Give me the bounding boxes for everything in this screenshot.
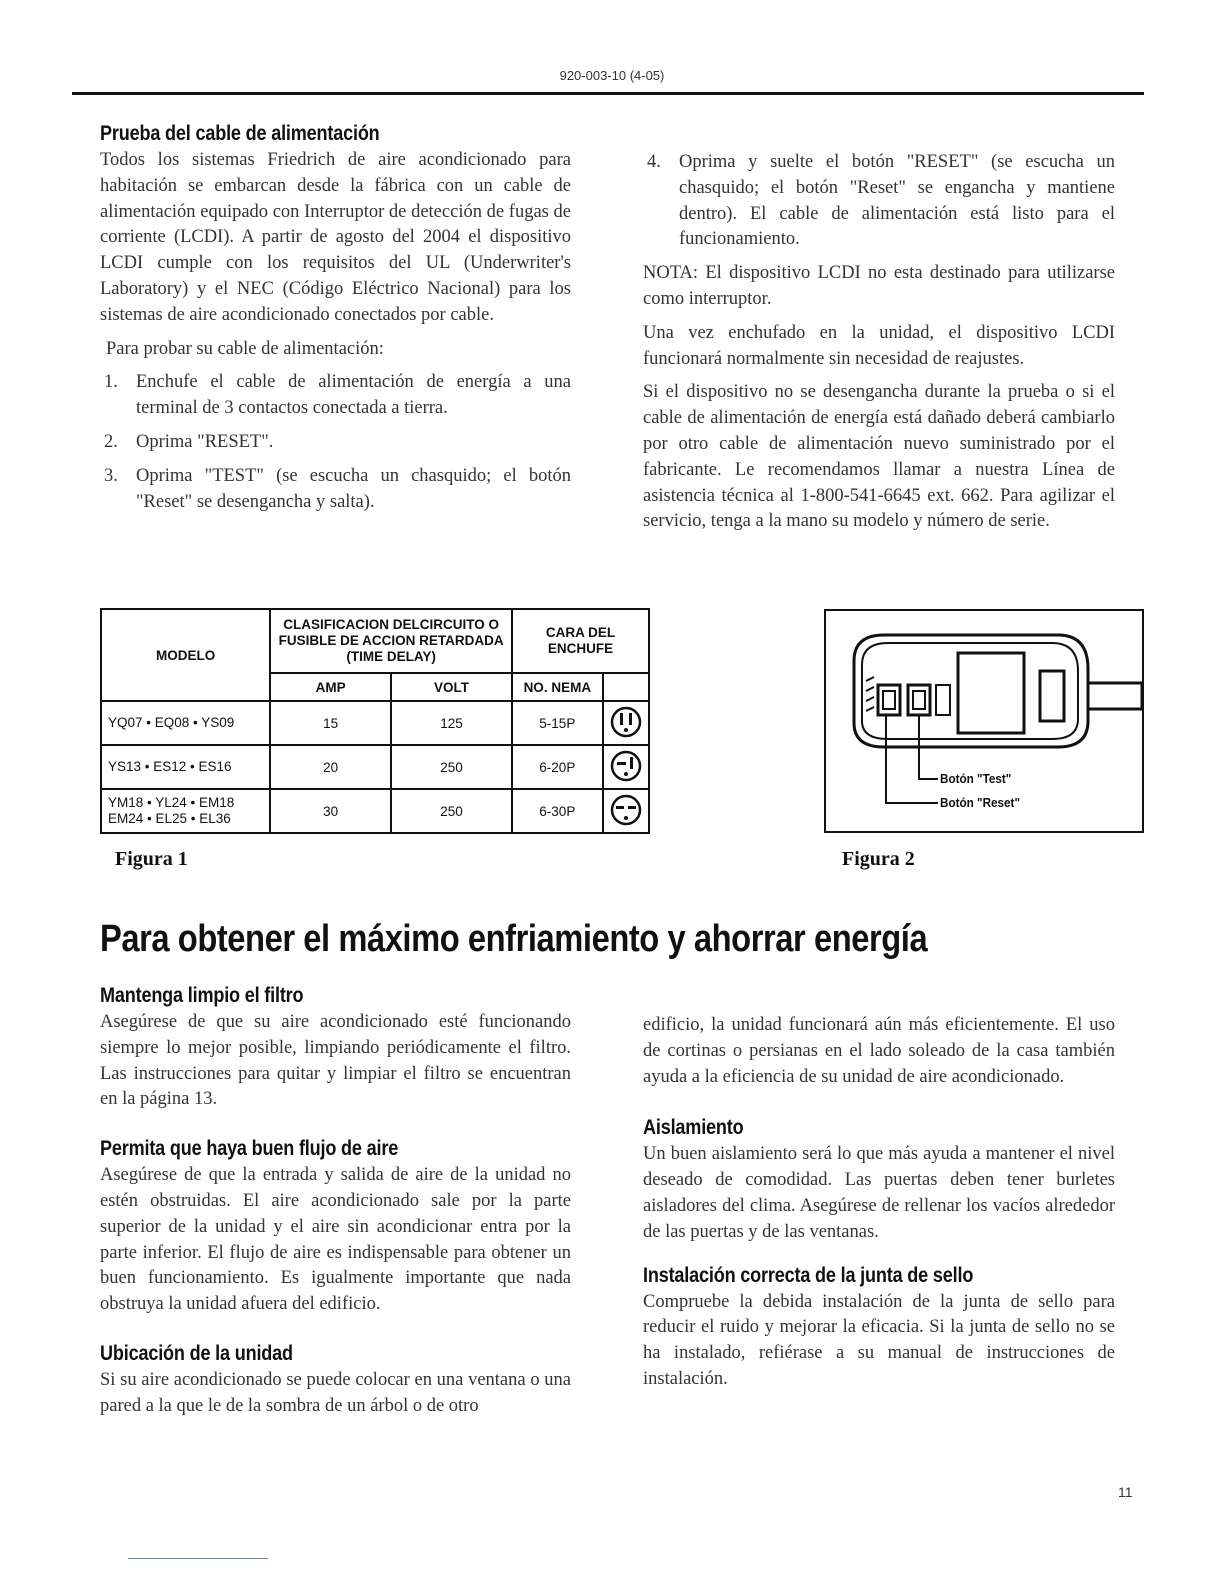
list-item <box>643 150 1115 253</box>
header-volt: VOLT <box>391 673 512 701</box>
location-paragraph-continued: edificio, la unidad funcionará aún más eficientemente. El uso de cortinas o persianas en el lado soleado de la casa también ayuda a la eficiencia de su unidad de aire acondicionado. <box>643 1015 1115 1087</box>
list-text: Oprima "TEST" (se escucha un chasquido; el botón "Reset" se desengancha y salta). <box>136 465 571 512</box>
list-text: Enchufe el cable de alimentación de energía a una terminal de 3 contactos conectada a tierra. <box>136 372 571 419</box>
cell-nema: 6-30P <box>512 789 603 833</box>
airflow-paragraph: Asegúrese de que la entrada y salida de aire de la unidad no estén obstruidas. El aire acondicionado sale por la parte superior de la unidad y el aire sin acondicionar entra por la parte inferior. El flujo de aire es indispensable para obtener un buen funcionamiento. Es igualmente importante que nada obstruya la unidad afuera del edificio. <box>100 1165 571 1315</box>
max-cooling-left-column <box>100 984 571 1420</box>
spec-table <box>100 608 650 834</box>
list-text: Oprima y suelte el botón "RESET" (se escucha un chasquido; el botón "Reset" se engancha y mantiene dentro). El cable de alimentación está listo para el funcionamiento. <box>679 152 1115 250</box>
section-heading-seal: Instalación correcta de la junta de sello <box>643 1263 974 1287</box>
header-face-blank <box>603 673 649 701</box>
cell-plug-face <box>603 701 649 745</box>
cell-volt: 125 <box>391 701 512 745</box>
power-cord-intro: Todos los sistemas Friedrich de aire acondicionado para habitación se embarcan desde la fábrica con un cable de alimentación equipado con Interruptor de detección de fugas de corriente (LCDI). A partir de agosto del 2004 el dispositivo LCDI cumple con los requisitos del UL (Underwriter's Laboratory) y el NEC (Código Eléctrico Nacional) para los sistemas de aire acondicionado conectados por cable. <box>100 150 571 325</box>
list-text: Oprima "RESET". <box>136 431 274 452</box>
header-face: CARA DEL ENCHUFE <box>512 609 649 673</box>
header-model: MODELO <box>101 609 270 701</box>
figure-2-caption: Figura 2 <box>842 848 915 870</box>
cell-amp: 30 <box>270 789 391 833</box>
plug-6-30p-icon <box>609 793 643 827</box>
power-cord-section <box>100 122 571 515</box>
cell-model: YS13 • ES12 • ES16 <box>101 745 270 789</box>
document-code: 920-003-10 (4-05) <box>559 68 665 83</box>
page-title: Para obtener el máximo enfriamiento y ahorrar energía <box>100 918 928 960</box>
label-test-button: Botón "Test" <box>940 771 1012 786</box>
cell-plug-face <box>603 745 649 789</box>
figure-2-box <box>824 609 1144 833</box>
seal-paragraph: Compruebe la debida instalación de la junta de sello para reducir el ruido y mejorar la eficacia. Si la junta de sello no se ha instalado, refiérase a su manual de instrucciones de instalación. <box>643 1291 1115 1389</box>
plug-5-15p-icon <box>609 705 643 739</box>
table-row <box>101 701 649 745</box>
list-item <box>100 464 571 516</box>
page-number: 11 <box>1118 1484 1133 1500</box>
cell-model: YQ07 • EQ08 • YS09 <box>101 701 270 745</box>
label-reset-button: Botón "Reset" <box>940 795 1021 810</box>
cell-amp: 15 <box>270 701 391 745</box>
failure-paragraph: Si el dispositivo no se desengancha durante la prueba o si el cable de alimentación de energía está dañado deberá cambiarlo por otro cable de alimentación nuevo suministrado por el fabricante. Le recomendamos llamar a nuestra Línea de asistencia técnica al 1-800-541-6645 ext. 662. Para agilizar el servicio, tenga a la mano su modelo y número de serie. <box>643 382 1115 532</box>
insulation-paragraph: Un buen aislamiento será lo que más ayuda a mantener el nivel deseado de comodidad. Las puertas deben tener burletes aisladores del clima. Asegúrese de rellenar los vacíos alrededor de las puertas y de las ventanas. <box>643 1144 1115 1242</box>
cell-nema: 5-15P <box>512 701 603 745</box>
max-cooling-right-column <box>643 1013 1115 1393</box>
section-heading-filter: Mantenga limpio el filtro <box>100 984 304 1007</box>
list-number: 3. <box>104 465 118 486</box>
header-nema: NO. NEMA <box>512 673 603 701</box>
list-item <box>100 430 571 456</box>
footer-rule <box>128 1558 268 1559</box>
list-item <box>100 370 571 422</box>
section-heading-airflow: Permita que haya buen flujo de aire <box>100 1137 399 1161</box>
header-amp: AMP <box>270 673 391 701</box>
cell-nema: 6-20P <box>512 745 603 789</box>
table-header-row <box>101 609 649 673</box>
plugged-paragraph: Una vez enchufado en la unidad, el dispositivo LCDI funcionará normalmente sin necesidad de reajustes. <box>643 322 1115 369</box>
cell-plug-face <box>603 789 649 833</box>
location-paragraph: Si su aire acondicionado se puede colocar en una ventana o una pared a la que le de la sombra de un árbol o de otro <box>100 1369 571 1416</box>
cell-amp: 20 <box>270 745 391 789</box>
header-rule <box>72 92 1144 95</box>
figure-1-caption: Figura 1 <box>115 848 188 870</box>
list-number: 1. <box>104 372 118 393</box>
cell-model: YM18 • YL24 • EM18 EM24 • EL25 • EL36 <box>101 789 270 833</box>
list-number: 2. <box>104 431 118 452</box>
header-rating: CLASIFICACION DELCIRCUITO O FUSIBLE DE ACCION RETARDADA (TIME DELAY) <box>270 609 512 673</box>
list-number: 4. <box>647 152 661 172</box>
section-heading-insulation: Aislamiento <box>643 1116 744 1140</box>
table-row <box>101 789 649 833</box>
section-heading-location: Ubicación de la unidad <box>100 1341 293 1365</box>
cell-volt: 250 <box>391 789 512 833</box>
cell-volt: 250 <box>391 745 512 789</box>
section-heading-power-cord: Prueba del cable de alimentación <box>100 122 380 145</box>
table-row <box>101 745 649 789</box>
filter-paragraph: Asegúrese de que su aire acondicionado esté funcionando siempre lo mejor posible, limpiando periódicamente el filtro. Las instrucciones para quitar y limpiar el filtro se encuentran en la página 13. <box>100 1012 571 1110</box>
plug-6-20p-icon <box>609 749 643 783</box>
power-cord-test-intro: Para probar su cable de alimentación: <box>106 338 384 359</box>
power-cord-section-continued <box>643 150 1115 535</box>
note-text: NOTA: El dispositivo LCDI no esta destinado para utilizarse como interruptor. <box>643 263 1115 309</box>
